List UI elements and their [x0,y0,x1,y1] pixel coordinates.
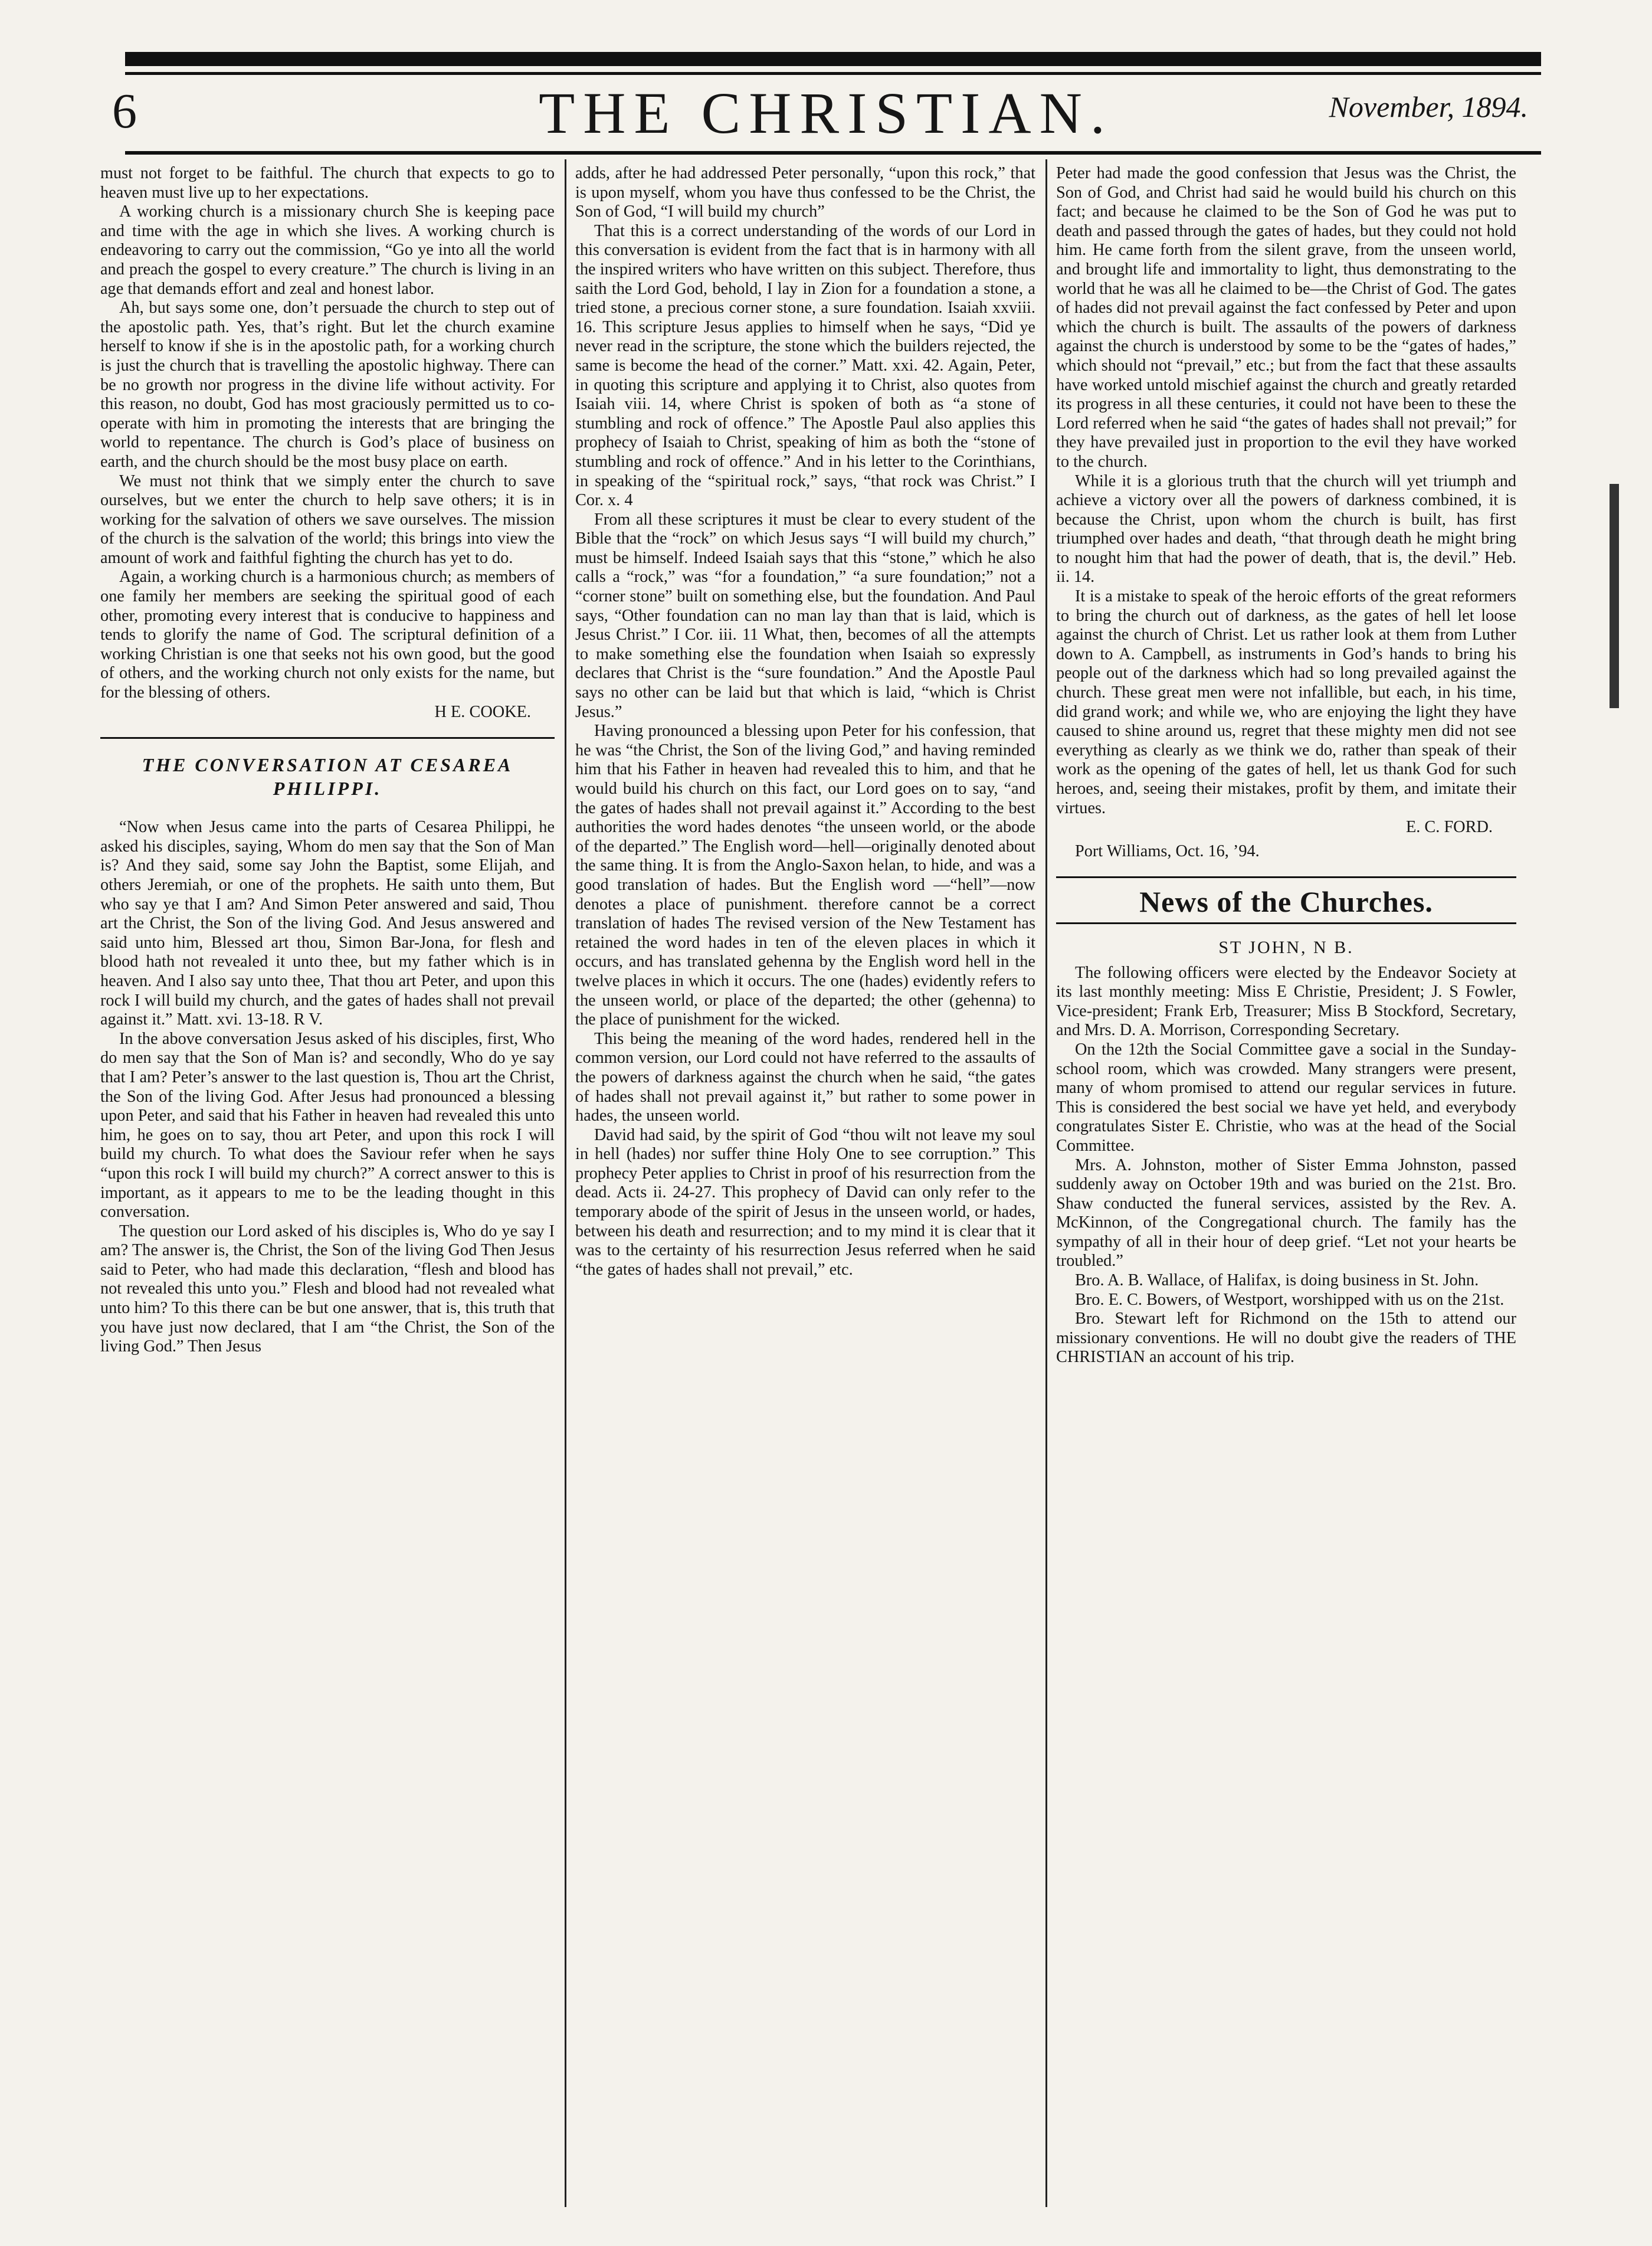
masthead-rule-thin [125,72,1541,75]
section-separator [1056,876,1516,878]
news-item: Bro. E. C. Bowers, of Westport, worshipped with us on the 21st. [1075,1290,1504,1309]
paragraph: Ah, but says some one, don’t persuade the church to step out of the apostolic path. Yes, that’s right. But let the church examine herself to know if she is in the apostolic path, for a working church is just the church that is travelling the apostolic highway. There can be no growth nor progress in the divine life without activity. For this reason, no doubt, God has most graciously permitted us to co-operate with him in promoting the interests that are bringing the world to repentance. The church is God’s place of business on earth, and the church should be the most busy place on earth. [100,299,555,471]
margin-scan-mark [1610,484,1619,708]
paragraph: Peter had made the good confession that Jesus was the Christ, the Son of God, and Christ had said he would build his church on this fact; and because he claimed to be the Son of God he was put to death and passed through the gates of hades, but they could not hold him. He came forth from the silent grave, from the unseen world, and brought life and immortality to light, thus demonstrating to the world that he was all he claimed to be—the Christ of God. The gates of hades did not prevail against the fact confessed by Peter and upon which the church is built. The assaults of the powers of darkness against the church is understood by some to be the “gates of hades,” which should not “prevail,” etc.; but from the fact that these assaults have worked untold mischief against the church and greatly retarded its progress in all these centuries, it could not have been to these the Lord referred when he said “the gates of hades shall not prevail;” for they have prevailed just in proportion to the evil they have worked to the church. [1056,164,1516,471]
paragraph: This being the meaning of the word hades, rendered hell in the common version, our Lord could not have referred to the assaults of the powers of darkness against the church when he said, “the gates of hades shall not prevail against it,” but rather to some power in hades, the unseen world. [575,1029,1035,1125]
news-item: On the 12th the Social Committee gave a social in the Sunday-school room, which was crowded. Many strangers were present, many of whom promised to attend our regular services in future. This is considered the best social we have yet held, and everybody congratulates Sister E. Christie, who was at the head of the Social Committee. [1056,1040,1516,1155]
column-1 [100,164,555,2194]
column-divider [565,159,566,2207]
news-item: Mrs. A. Johnston, mother of Sister Emma Johnston, passed suddenly away on October 19th and was buried on the 21st. Bro. Shaw conducted the funeral services, assisted by the Rev. A. McKinnon, of the Congregational church. The family has the sympathy of all in their hour of deep grief. “Let not your hearts be troubled.” [1056,1155,1516,1271]
paragraph: While it is a glorious truth that the church will yet triumph and achieve a victory over all the powers of darkness combined, it is because the Christ, upon whom the church is built, has first triumphed over hades and death, “that through death he might bring to nought him that had the power of death, that is, the devil.” Heb. ii. 14. [1056,472,1516,587]
article-separator [100,737,555,739]
news-location-heading: ST JOHN, N B. [1218,937,1354,957]
news-item: Bro. A. B. Wallace, of Halifax, is doing business in St. John. [1075,1271,1479,1290]
newspaper-title: THE CHRISTIAN. [539,80,1113,146]
paragraph: Again, a working church is a harmonious church; as members of one family her members are seeking the spiritual good of each other, promoting every interest that is conducive to happiness and tends to glorify the name of God. The scriptural definition of a working Christian is one that seeks not his own good, but the good of others, and the working church not only exists for the name, but for the blessing of others. [100,568,555,702]
column-3 [1056,164,1516,2194]
paragraph: Having pronounced a blessing upon Peter for his confession, that he was “the Christ, the Son of the living God,” and having reminded him that his Father in heaven had revealed this to him, and that he would build his church on this fact, our Lord goes on to say, “and the gates of hades shall not prevail against it.” According to the best authorities the word hades denotes “the unseen world, or the abode of the departed.” The English word—hell—originally denoted about the same thing. It is from the Anglo-Saxon helan, to hide, and was a good translation of hades. But the English word —“hell”—now denotes a place of punishment. therefore cannot be a correct translation of hades The revised version of the New Testament has retained the word hades in ten of the eleven places in which it occurs, and has translated gehenna by the English word hell in the twelve places in which it occurs. The one (hades) evidently refers to the unseen world, or place of the departed; the other (gehenna) to the place of punishment for the wicked. [575,722,1035,1029]
paragraph: adds, after he had addressed Peter personally, “upon this rock,” that is upon myself, whom you have thus confessed to be the Christ, the Son of God, “I will build my church” [575,164,1035,221]
paragraph: In the above conversation Jesus asked of his disciples, first, Who do men say that the Son of Man is? and secondly, Who do ye say that I am? Peter’s answer to the last question is, Thou art the Christ, the Son of the living God. After Jesus had pronounced a blessing upon Peter, and said that his Father in heaven had revealed this unto him, he goes on to say, thou art Peter, and upon this rock I will build my church. To what does the Saviour refer when he says “upon this rock I will build my church?” A correct answer to this is important, as it appears to me to be the leading thought in this conversation. [100,1029,555,1222]
paragraph: From all these scriptures it must be clear to every student of the Bible that the “rock” on which Jesus says “I will build my church,” must be himself. Indeed Isaiah says that this “stone,” which he also calls a “rock,” was “for a foundation,” “a sure foundation;” not a “corner stone” built on something else, but the foundation. And Paul says, “Other foundation can no man lay than that is laid, which is Jesus Christ.” I Cor. iii. 11 What, then, becomes of all the attempts to make something else the foundation when Isaiah so expressly declares that Christ is the “sure foundation.” And the Apostle Paul says no other can be laid but that which is laid, “which is Christ Jesus.” [575,510,1035,721]
author-signature: H E. COOKE. [434,702,531,721]
masthead-rule-thick [125,52,1541,66]
paragraph: That this is a correct understanding of the words of our Lord in this conversation is evident from the fact that is in harmony with all the inspired writers who have written on this subject. Therefore, thus saith the Lord God, behold, I lay in Zion for a foundation a stone, a tried stone, a precious corner stone, a sure foundation. Isaiah xxviii. 16. This scripture Jesus applies to himself when he says, “Did ye never read in the scripture, the stone which the builders rejected, the same is become the head of the corner.” Matt. xxi. 42. Again, Peter, in quoting this scripture and applying it to Christ, also quotes from Isaiah viii. 14, where Christ is spoken of both as “a stone of stumbling and rock of offence.” The Apostle Paul also applies this prophecy of Isaiah to Christ, speaking of him as both the “stone of stumbling and rock of offence.” And in his letter to the Corinthians, in speaking of the “spiritual rock,” says, “that rock was Christ.” I Cor. x. 4 [575,221,1035,510]
section-title: News of the Churches. [1139,885,1433,919]
page-number: 6 [112,84,137,139]
paragraph: A working church is a missionary church She is keeping pace and time with the age in which she lives. A working church is endeavoring to carry out the commission, “Go ye into all the world and preach the gospel to every creature.” The church is living in an age that demands effort and zeal and honest labor. [100,202,555,298]
issue-date: November, 1894. [1329,90,1528,123]
news-item: The following officers were elected by the Endeavor Society at its last monthly meeting: Miss E Christie, President; J. S Fowler, Vice-president; Frank Erb, Treasurer; Miss B Stockford, Secretary, and Mrs. D. A. Morrison, Corresponding Secretary. [1056,963,1516,1040]
column-divider [1045,159,1047,2207]
column-2 [575,164,1035,2194]
author-signature: E. C. FORD. [1405,818,1493,837]
paragraph: “Now when Jesus came into the parts of Cesarea Philippi, he asked his disciples, saying, Whom do men say that the Son of Man is? And they said, some say John the Baptist, some Elijah, and others Jeremiah, or one of the prophets. He saith unto them, But who say ye that I am? And Simon Peter answered and said, Thou art the Christ, the Son of the living God. And Jesus answered and said unto him, Blessed art thou, Simon Bar-Jona, for flesh and blood hath not revealed it unto thee, but my father which is in heaven. And I also say unto thee, That thou art Peter, and upon this rock I will build my church, and the gates of hades shall not prevail against it.” Matt. xvi. 13-18. R V. [100,818,555,1029]
paragraph: David had said, by the spirit of God “thou wilt not leave my soul in hell (hades) nor suffer thine Holy One to see corruption.” This prophecy Peter applies to Christ in proof of his resurrection from the dead. Acts ii. 24-27. This prophecy of David can only refer to the temporary abode of the spirit of Jesus in the unseen world, or hades, between his death and resurrection; and to my mind it is clear that it was to the certainty of his resurrection Jesus referred when he said “the gates of hades shall not prevail,” etc. [575,1125,1035,1279]
paragraph: The question our Lord asked of his disciples is, Who do ye say I am? The answer is, the Christ, the Son of the living God Then Jesus said to Peter, who had made this declaration, “flesh and blood has not revealed this unto you.” Flesh and blood had not revealed what unto him? To this there can be but one answer, that is, this truth that you have just now declared, that I am “the Christ, the Son of the living God.” Then Jesus [100,1222,555,1356]
paragraph: must not forget to be faithful. The church that expects to go to heaven must live up to her expectations. [100,164,555,202]
section-separator [1056,922,1516,924]
news-item: Bro. Stewart left for Richmond on the 15th to attend our missionary conventions. He will no doubt give the readers of THE CHRISTIAN an account of his trip. [1056,1309,1516,1367]
article-title: THE CONVERSATION AT CESAREA PHILIPPI. [142,754,513,800]
header-rule [125,151,1541,155]
dateline: Port Williams, Oct. 16, ’94. [1075,842,1260,860]
paragraph: We must not think that we simply enter the church to save ourselves, but we enter the church to help save others; it is in working for the salvation of others we save ourselves. The mission of the church is the salvation of the world; this brings into view the amount of work and faithful fighting the church has yet to do. [100,472,555,567]
paragraph: It is a mistake to speak of the heroic efforts of the great reformers to bring the church out of darkness, as the gates of hell let loose against the church of Christ. Let us rather look at them from Luther down to A. Campbell, as instruments in God’s hands to bring his people out of the darkness which had so long prevailed against the church. These great men were not infallible, but each, in his time, did grand work; and while we, who are enjoying the light they have caused to shine around us, regret that these mighty men did not see everything as clearly as we think we do, rather than speak of their work as the opening of the gates of hell, let us thank God for such heroes, and, seeing their mistakes, profit by them, and imitate their virtues. [1056,587,1516,817]
